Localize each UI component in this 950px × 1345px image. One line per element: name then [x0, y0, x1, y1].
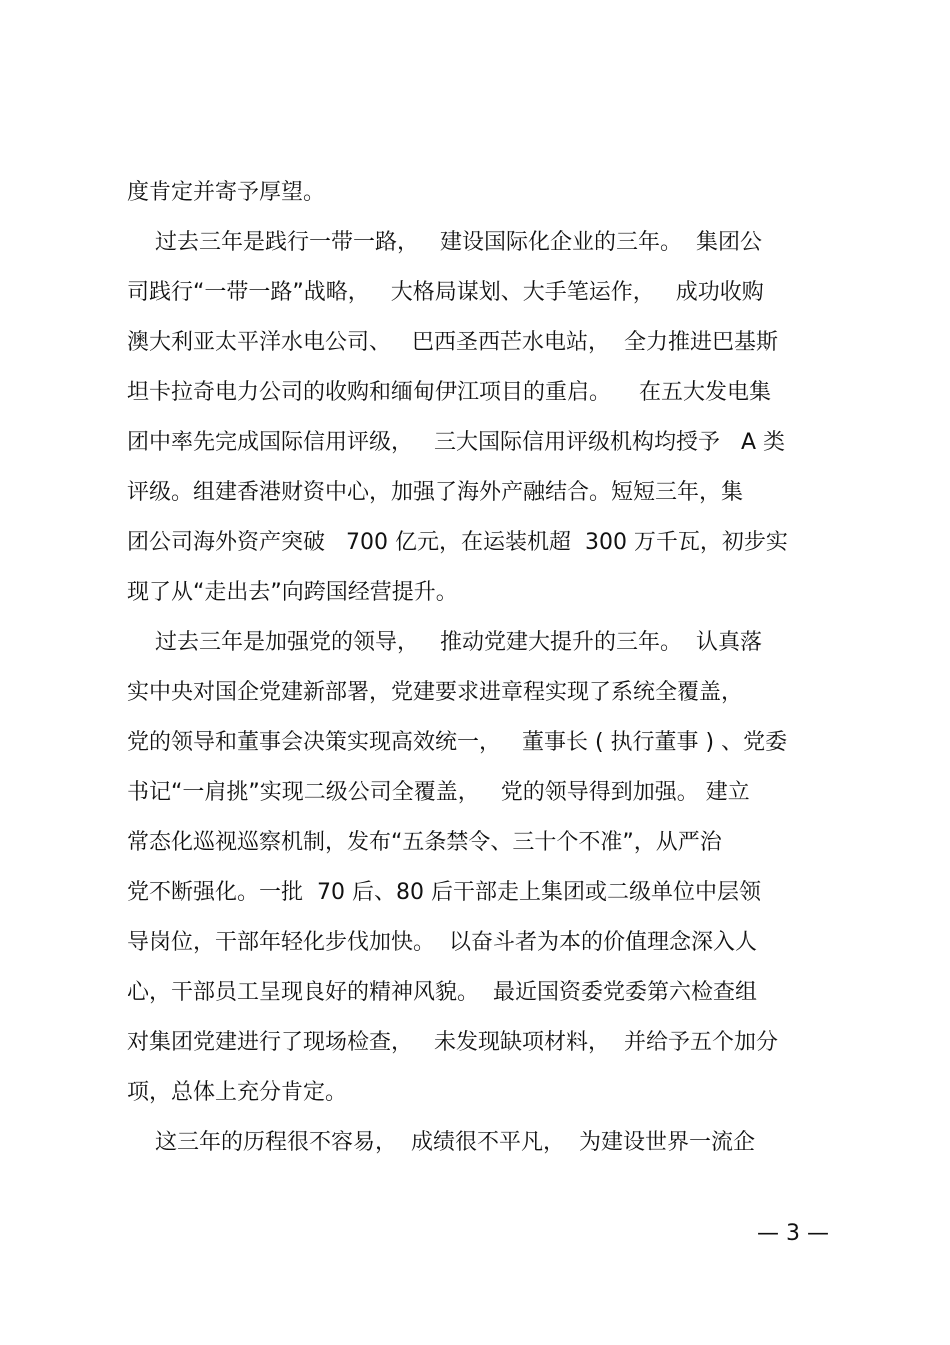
text-line: 这三年的历程很不容易， 成绩很不平凡， 为建设世界一流企 — [127, 1130, 755, 1155]
text-line: 团公司海外资产突破 700 亿元，在运装机超 300 万千瓦，初步实 — [127, 530, 788, 555]
text-line: 导岗位，干部年轻化步伐加快。 以奋斗者为本的价值理念深入人 — [127, 930, 757, 955]
text-line: 度肯定并寄予厚望。 — [127, 180, 326, 205]
text-line: 现了从“走出去”向跨国经营提升。 — [127, 580, 458, 605]
text-line: 常态化巡视巡察机制，发布“五条禁令、三十个不准”，从严治 — [127, 830, 722, 855]
text-line: 书记“一肩挑”实现二级公司全覆盖， 党的领导得到加强。 建立 — [127, 780, 750, 805]
text-line: 坦卡拉奇电力公司的收购和缅甸伊江项目的重启。 在五大发电集 — [127, 380, 771, 405]
text-line: 过去三年是加强党的领导， 推动党建大提升的三年。 认真落 — [127, 630, 762, 655]
text-line: 党不断强化。一批 70 后、80 后干部走上集团或二级单位中层领 — [127, 880, 761, 905]
text-line: 党的领导和董事会决策实现高效统一， 董事长 ( 执行董事 ) 、党委 — [127, 730, 788, 755]
text-line: 司践行“一带一路”战略， 大格局谋划、大手笔运作， 成功收购 — [127, 280, 764, 305]
text-line: 过去三年是践行一带一路， 建设国际化企业的三年。 集团公 — [127, 230, 762, 255]
text-line: 心，干部员工呈现良好的精神风貌。 最近国资委党委第六检查组 — [127, 980, 757, 1005]
text-line: 评级。组建香港财资中心，加强了海外产融结合。短短三年，集 — [127, 480, 744, 505]
page-number: — 3 — — [757, 1221, 829, 1246]
text-line: 对集团党建进行了现场检查， 未发现缺项材料， 并给予五个加分 — [127, 1030, 778, 1055]
text-line: 团中率先完成国际信用评级， 三大国际信用评级机构均授予 A 类 — [127, 430, 786, 455]
text-line: 澳大利亚太平洋水电公司、 巴西圣西芒水电站， 全力推进巴基斯 — [127, 330, 778, 355]
text-line: 项，总体上充分肯定。 — [127, 1080, 348, 1105]
text-line: 实中央对国企党建新部署，党建要求进章程实现了系统全覆盖， — [127, 680, 744, 705]
